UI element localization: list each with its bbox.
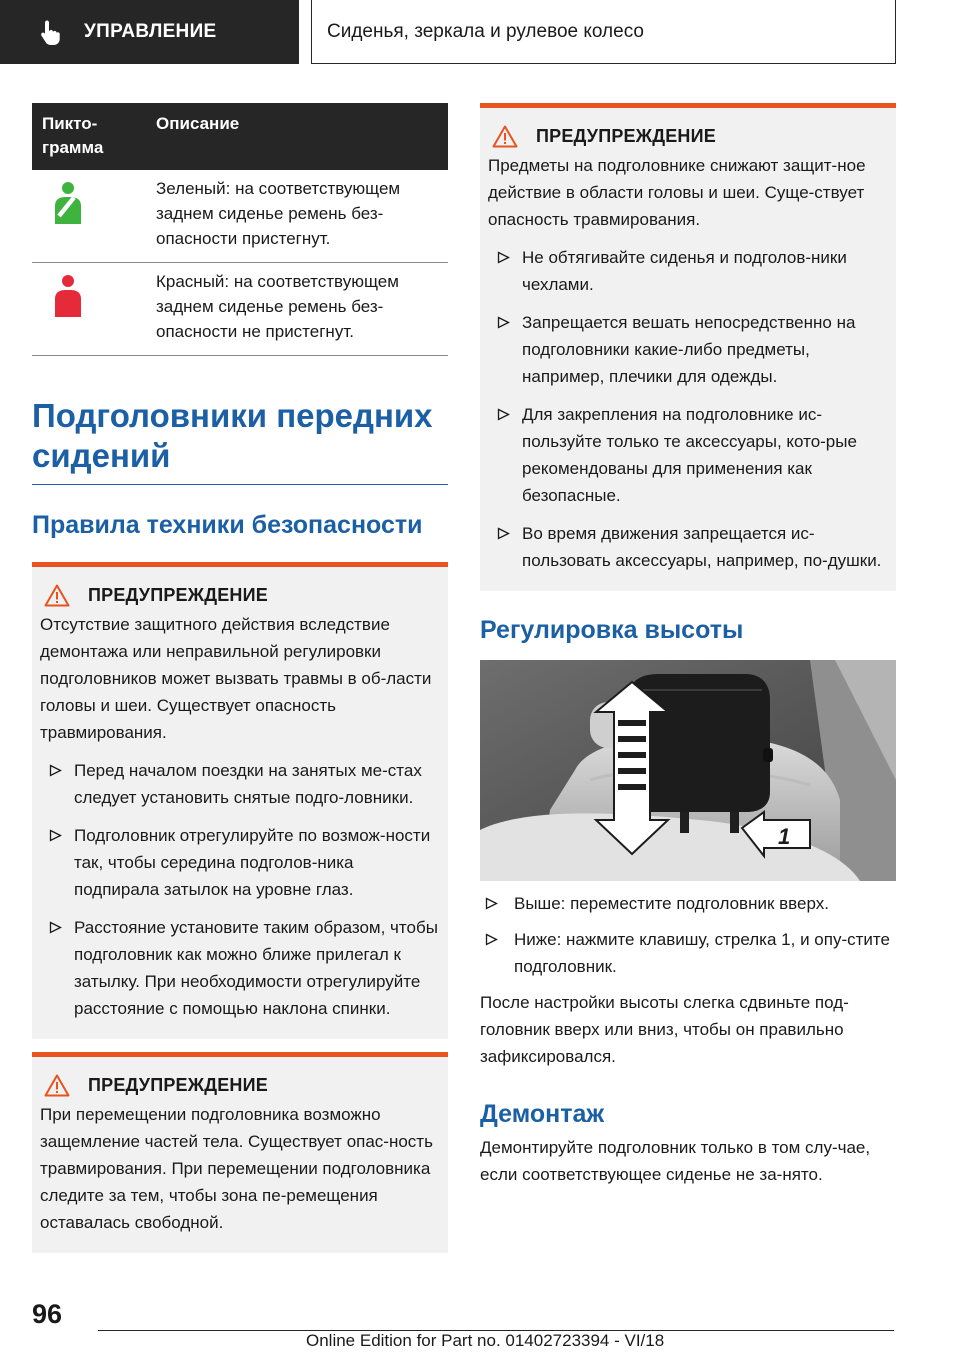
list-item bbox=[480, 890, 896, 917]
bullet-triangle-icon bbox=[497, 251, 510, 264]
list-item-text: Не обтягивайте сиденья и подголов-ники чехлами. bbox=[522, 248, 847, 294]
list-item-text: Для закрепления на подголовнике ис-пользуйте только те аксессуары, кото-рые рекомендованы для применения как безопасные. bbox=[522, 405, 857, 505]
page-number: 96 bbox=[32, 1299, 63, 1329]
warning-list bbox=[40, 757, 440, 1022]
list-item-text: Ниже: нажмите клавишу, стрелка 1, и опу-стите подголовник. bbox=[514, 930, 890, 976]
callout-number: 1 bbox=[778, 824, 791, 849]
warning-text: Предметы на подголовнике снижают защит-ное действие в области головы и шеи. Суще-ствует опасность травмирования. bbox=[488, 156, 866, 229]
section-tab[interactable] bbox=[0, 0, 299, 64]
warning-title: ПРЕДУПРЕЖДЕНИЕ bbox=[88, 585, 268, 605]
warning-triangle-icon bbox=[44, 1074, 70, 1097]
list-item-text: Перед началом поездки на занятых ме-стах следует установить снятые подго-ловники. bbox=[74, 761, 422, 807]
list-item bbox=[40, 757, 440, 811]
table-cell-icon bbox=[32, 263, 146, 356]
warning-title: ПРЕДУПРЕЖДЕНИЕ bbox=[88, 1075, 268, 1095]
bullet-triangle-icon bbox=[497, 408, 510, 421]
left-column bbox=[32, 103, 448, 1253]
list-item-text: Во время движения запрещается ис-пользовать аксессуары, например, по-душки. bbox=[522, 524, 882, 570]
table-row bbox=[32, 263, 448, 356]
warning-title: ПРЕДУПРЕЖДЕНИЕ bbox=[536, 126, 716, 146]
warning-triangle-icon bbox=[44, 584, 70, 607]
warning-list bbox=[488, 244, 888, 574]
list-item bbox=[488, 520, 888, 574]
col-pictogram-header: Пикто-грамма bbox=[42, 114, 104, 157]
table-cell-icon bbox=[32, 170, 146, 263]
pictogram-table bbox=[32, 103, 448, 356]
list-item bbox=[488, 244, 888, 298]
bullet-triangle-icon bbox=[49, 764, 62, 777]
list-item bbox=[40, 822, 440, 903]
list-item-text: Расстояние установите таким образом, чтобы подголовник как можно ближе прилегал к затылку. При необходимости отрегулируйте расстояние с помощью наклона спинки. bbox=[74, 918, 438, 1018]
red-seatbelt-icon bbox=[52, 275, 84, 317]
chapter-title: Сиденья, зеркала и рулевое колесо bbox=[327, 20, 644, 42]
warning-text: Отсутствие защитного действия вследствие демонтажа или неправильной регулировки подголовников может вызвать травмы в об-ласти головы и шеи. Существует опасность травмирования. bbox=[40, 615, 432, 742]
warning-triangle-icon bbox=[492, 125, 518, 148]
list-item bbox=[40, 914, 440, 1022]
height-note: После настройки высоты слегка сдвиньте под-головник вверх или вниз, чтобы он правильно зафиксировался. bbox=[480, 993, 849, 1066]
table-cell-description: Зеленый: на соответствующем заднем сиденье ремень без-опасности пристегнут. bbox=[146, 170, 448, 263]
warning-text: При перемещении подголовника возможно защемление частей тела. Существует опас-ность травмирования. При перемещении подголовника следите за тем, чтобы зона пе-ремещения оставалась свободной. bbox=[40, 1105, 433, 1232]
table-cell-description: Красный: на соответствующем заднем сиденье ремень без-опасности не пристегнут. bbox=[146, 263, 448, 356]
right-column bbox=[480, 103, 896, 1188]
list-item bbox=[488, 309, 888, 390]
list-item bbox=[480, 926, 896, 980]
bullet-triangle-icon bbox=[49, 921, 62, 934]
list-item-text: Подголовник отрегулируйте по возмож-ности так, чтобы середина подголов-ника подпирала затылок на уровне глаз. bbox=[74, 826, 431, 899]
list-item bbox=[488, 401, 888, 509]
warning-box bbox=[32, 1052, 448, 1253]
headrest-adjustment-photo bbox=[480, 660, 896, 881]
list-item-text: Запрещается вешать непосредственно на подголовники какие-либо предметы, например, плечики для одежды. bbox=[522, 313, 856, 386]
table-header-row bbox=[32, 103, 448, 170]
list-item-text: Выше: переместите подголовник вверх. bbox=[514, 894, 829, 913]
bullet-triangle-icon bbox=[497, 316, 510, 329]
table-row bbox=[32, 170, 448, 263]
col-description-header: Описание bbox=[156, 114, 240, 133]
main-heading: Подголовники передних сидений bbox=[32, 396, 448, 485]
bullet-triangle-icon bbox=[497, 527, 510, 540]
removal-text: Демонтируйте подголовник только в том слу-чае, если соответствующее сиденье не за-нято. bbox=[480, 1138, 871, 1184]
height-list bbox=[480, 890, 896, 980]
section-title: УПРАВЛЕНИЕ bbox=[84, 21, 217, 42]
removal-heading: Демонтаж bbox=[480, 1100, 605, 1128]
hand-pointer-icon bbox=[38, 18, 66, 46]
warning-box bbox=[480, 103, 896, 591]
green-seatbelt-icon bbox=[52, 182, 84, 224]
warning-box bbox=[32, 562, 448, 1039]
bullet-triangle-icon bbox=[485, 897, 498, 910]
chapter-tab[interactable] bbox=[311, 0, 896, 64]
bullet-triangle-icon bbox=[49, 829, 62, 842]
height-heading: Регулировка высоты bbox=[480, 616, 744, 644]
bullet-triangle-icon bbox=[485, 933, 498, 946]
footer-edition: Online Edition for Part no. 01402723394 - VI/18 bbox=[306, 1331, 665, 1350]
safety-heading: Правила техники безопасности bbox=[32, 511, 423, 539]
